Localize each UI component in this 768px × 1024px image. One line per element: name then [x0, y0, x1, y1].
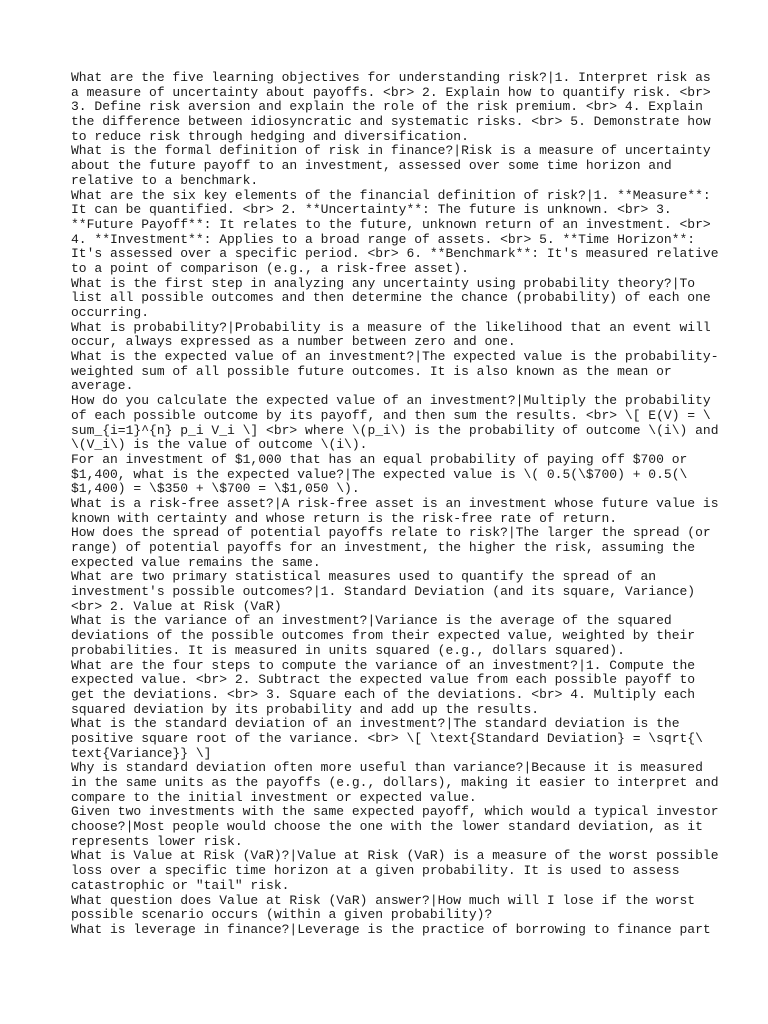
text-line: occurring.	[71, 305, 150, 320]
text-line: text{Variance}} \]	[71, 745, 212, 761]
text-line: the difference between idiosyncratic and systematic risks. <br> 5. Demonstrate how	[71, 114, 711, 130]
text-line: It can be quantified. <br> 2. **Uncertainty**: The future is unknown. <br> 3.	[71, 202, 672, 218]
text-line: What is leverage in finance?|Leverage is the practice of borrowing to finance part	[71, 921, 711, 937]
text-line: expected value. <br> 2. Subtract the expected value from each possible payoff to	[71, 672, 696, 688]
text-line: Why is standard deviation often more useful than variance?|Because it is measured	[71, 760, 703, 776]
text-line: What is the standard deviation of an investment?|The standard deviation is the	[71, 716, 680, 732]
text-line: **Future Payoff**: It relates to the future, unknown return of an investment. <br>	[71, 216, 711, 232]
text-line: How do you calculate the expected value of an investment?|Multiply the probability	[71, 393, 711, 409]
text-line: What is the first step in analyzing any uncertainty using probability theory?|To	[71, 275, 696, 291]
text-line: What is Value at Risk (VaR)?|Value at Risk (VaR) is a measure of the worst possible	[71, 848, 719, 864]
text-line: squared deviation by its probability and add up the results.	[71, 701, 540, 717]
text-line: How does the spread of potential payoffs relate to risk?|The larger the spread (or	[71, 525, 711, 541]
text-line: What is the expected value of an investment?|The expected value is the probability-	[71, 349, 719, 365]
text-line: What are the six key elements of the financial definition of risk?|1. **Measure**:	[71, 187, 711, 203]
text-line: to a point of comparison (e.g., a risk-free asset).	[71, 260, 469, 276]
document-page	[71, 70, 719, 938]
text-line: What question does Value at Risk (VaR) answer?|How much will I lose if the worst	[71, 892, 696, 908]
text-line: loss over a specific time horizon at a given probability. It is used to assess	[71, 863, 680, 879]
text-line: What is probability?|Probability is a measure of the likelihood that an event will	[71, 319, 711, 335]
text-line: $1,400, what is the expected value?|The expected value is \( 0.5(\$700) + 0.5(\	[71, 466, 688, 482]
text-line: get the deviations. <br> 3. Square each of the deviations. <br> 4. Multiply each	[71, 686, 696, 702]
text-line: positive square root of the variance. <br> \[ \text{Standard Deviation} = \sqrt{\	[71, 730, 703, 746]
text-line: <br> 2. Value at Risk (VaR)	[71, 598, 282, 614]
text-line: Given two investments with the same expected payoff, which would a typical investor	[71, 804, 719, 820]
text-line: 3. Define risk aversion and explain the role of the risk premium. <br> 4. Explain	[71, 99, 703, 115]
text-line: What is the formal definition of risk in finance?|Risk is a measure of uncertainty	[71, 143, 711, 159]
text-line: investment's possible outcomes?|1. Standard Deviation (and its square, Variance)	[71, 584, 696, 600]
text-line: average.	[71, 378, 134, 394]
text-line: What are two primary statistical measures used to quantify the spread of an	[71, 569, 657, 585]
text-line: What are the five learning objectives for understanding risk?|1. Interpret risk as	[71, 70, 711, 85]
text-line: probabilities. It is measured in units squared (e.g., dollars squared).	[71, 642, 625, 658]
text-line: It's assessed over a specific period. <br> 6. **Benchmark**: It's measured relative	[71, 246, 719, 262]
text-line: represents lower risk.	[71, 833, 243, 849]
text-line: catastrophic or "tail" risk.	[71, 877, 290, 893]
text-line: What is a risk-free asset?|A risk-free asset is an investment whose future value is	[71, 495, 719, 511]
text-line: to reduce risk through hedging and diversification.	[71, 128, 469, 144]
text-line: range) of potential payoffs for an investment, the higher the risk, assuming the	[71, 540, 696, 555]
text-line: \(V_i\) is the value of outcome \(i\).	[71, 437, 368, 453]
text-line: What is the variance of an investment?|Variance is the average of the squared	[71, 613, 672, 629]
text-line: list all possible outcomes and then determine the chance (probability) of each one	[71, 290, 711, 306]
text-line: a measure of uncertainty about payoffs. <br> 2. Explain how to quantify risk. <br>	[71, 84, 711, 100]
text-line: What are the four steps to compute the variance of an investment?|1. Compute the	[71, 657, 696, 673]
text-line: of each possible outcome by its payoff, and then sum the results. <br> \[ E(V) = \	[71, 407, 711, 423]
text-line: expected value remains the same.	[71, 554, 321, 570]
text-line: in the same units as the payoffs (e.g., dollars), making it easier to interpret and	[71, 775, 719, 790]
text-line: possible scenario occurs (within a given probability)?	[71, 907, 493, 923]
text-line: For an investment of $1,000 that has an equal probability of paying off $700 or	[71, 451, 688, 467]
text-line: weighted sum of all possible future outcomes. It is also known as the mean or	[71, 363, 672, 379]
text-line: deviations of the possible outcomes from their expected value, weighted by their	[71, 628, 696, 644]
text-line: about the future payoff to an investment, assessed over some time horizon and	[71, 158, 672, 174]
text-line: $1,400) = \$350 + \$700 = \$1,050 \).	[71, 481, 360, 497]
text-line: relative to a benchmark.	[71, 172, 259, 188]
text-line: 4. **Investment**: Applies to a broad range of assets. <br> 5. **Time Horizon**:	[71, 231, 696, 247]
text-line: known with certainty and whose return is the risk-free rate of return.	[71, 510, 618, 526]
text-line: sum_{i=1}^{n} p_i V_i \] <br> where \(p_i\) is the probability of outcome \(i\) and	[71, 422, 719, 438]
text-line: occur, always expressed as a number between zero and one.	[71, 334, 516, 350]
text-line: compare to the initial investment or expected value.	[71, 789, 477, 805]
text-line: choose?|Most people would choose the one with the lower standard deviation, as it	[71, 819, 703, 835]
